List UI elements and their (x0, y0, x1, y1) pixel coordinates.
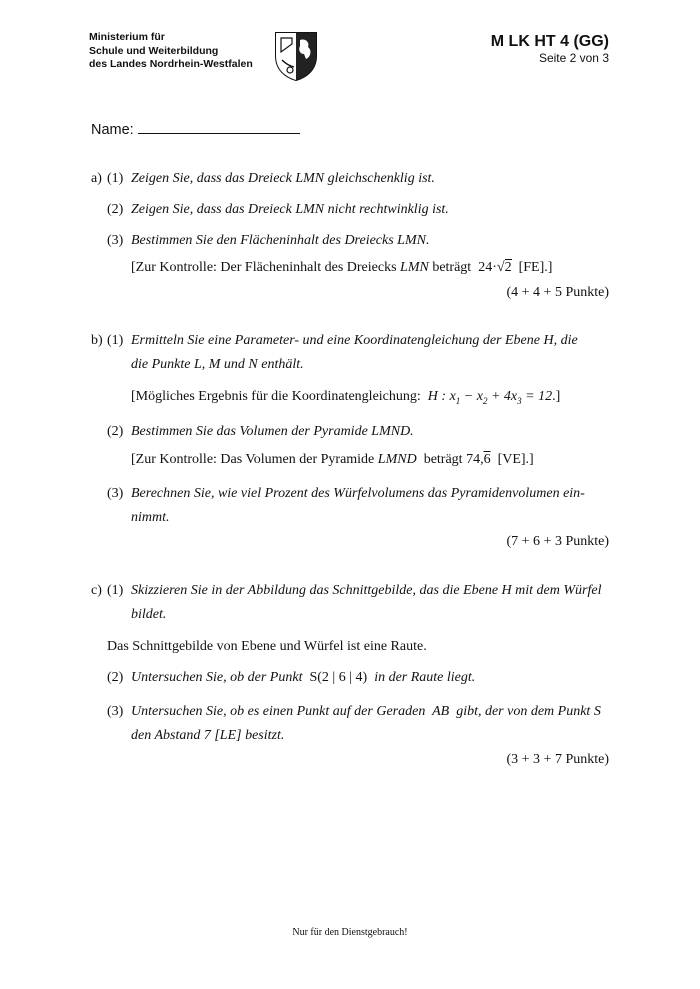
task-c3-line1-post: gibt, der von dem Punkt S (456, 704, 601, 719)
task-a1-text: Zeigen Sie, dass das Dreieck LMN gleichschenklig ist. (131, 171, 435, 186)
task-c1-line1: Skizzieren Sie in der Abbildung das Schnittgebilde, das die Ebene H mit dem Würfel (131, 583, 602, 598)
page-info: Seite 2 von 3 (538, 51, 609, 65)
task-c1-number: (1) (107, 583, 124, 598)
task-a3-number: (3) (107, 233, 124, 248)
name-field (91, 119, 300, 138)
task-b2-control-mid: beträgt (423, 452, 463, 467)
task-c3-line1 (131, 703, 601, 720)
task-b2-number: (2) (107, 424, 124, 439)
task-c2-point: S(2 | 6 | 4) (309, 670, 368, 685)
task-c2-number: (2) (107, 670, 124, 685)
task-b1-number: (1) (107, 333, 124, 348)
task-c1-line2: bildet. (131, 607, 167, 622)
task-b2-control-pre: [Zur Kontrolle: Das Volumen der Pyramide (131, 452, 375, 467)
name-label: Name: (91, 122, 134, 138)
task-b2-control-value (466, 452, 491, 467)
exam-code: M LK HT 4 (GG) (490, 33, 609, 50)
nrw-crest-icon (272, 30, 320, 82)
task-b1-result-pre: [Mögliches Ergebnis für die Koordinatengleichung: (131, 389, 421, 404)
task-b2-control-post: [VE].] (497, 452, 534, 467)
task-a2-text: Zeigen Sie, dass das Dreieck LMN nicht rechtwinklig ist. (131, 202, 449, 217)
task-a3-control-var: LMN (400, 260, 429, 275)
task-a3-control-value-a: 24 (478, 260, 493, 275)
task-b1-line1: Ermitteln Sie eine Parameter- und eine Koordinatengleichung der Ebene H, die (131, 333, 578, 348)
task-a3-control-value-b: 2 (504, 260, 512, 275)
task-b3-line2: nimmt. (131, 510, 170, 525)
exam-header (491, 33, 609, 65)
ministry-line-3: des Landes Nordrhein-Westfalen (89, 58, 253, 70)
task-b2-control-repeating: 6 (483, 452, 491, 467)
task-c3-number: (3) (107, 704, 124, 719)
ministry-line-2: Schule und Weiterbildung (89, 44, 219, 57)
task-b2-control-value-num: 74, (466, 452, 484, 467)
task-c-label: c) (91, 583, 102, 598)
task-b2-text: Bestimmen Sie das Volumen der Pyramide LMND. (131, 424, 414, 439)
task-a3-text: Bestimmen Sie den Flächeninhalt des Dreiecks LMN. (131, 233, 430, 248)
task-b2-control-var: LMND (377, 452, 417, 467)
task-a3-control-post: [FE].] (518, 260, 553, 275)
ministry-name (89, 31, 253, 72)
task-b1-line2: die Punkte L, M und N enthält. (131, 357, 304, 372)
task-b1-result-post: .] (552, 389, 561, 404)
task-a3-control (131, 259, 552, 276)
task-a3-control-mid: beträgt (432, 260, 472, 275)
task-b1-equation: H : $x_1 - x_2 + 4x_3 = 12$ (424, 389, 553, 406)
task-c-statement: Das Schnittgebilde von Ebene und Würfel ist eine Raute. (107, 639, 427, 654)
name-blank-line[interactable] (138, 119, 300, 134)
task-c3-line1-pre: Untersuchen Sie, ob es einen Punkt auf der Geraden (131, 704, 426, 719)
task-b2-control (131, 451, 534, 468)
task-c2-text (131, 669, 475, 686)
task-b3-number: (3) (107, 486, 124, 501)
task-a3-control-pre: [Zur Kontrolle: Der Flächeninhalt des Dreiecks (131, 260, 397, 275)
task-b-points: (7 + 6 + 3 Punkte) (506, 534, 609, 549)
task-c-points: (3 + 3 + 7 Punkte) (506, 752, 609, 767)
task-a2-number: (2) (107, 202, 124, 217)
task-a1-number: (1) (107, 171, 124, 186)
task-c3-line2: den Abstand 7 [LE] besitzt. (131, 728, 285, 743)
task-a-points: (4 + 4 + 5 Punkte) (506, 285, 609, 300)
task-b1-result (131, 388, 560, 410)
task-a-label: a) (91, 171, 102, 186)
footer-note: Nur für den Dienstgebrauch! (292, 927, 408, 938)
task-c2-pre: Untersuchen Sie, ob der Punkt (131, 670, 303, 685)
task-a3-control-value: 24·√2 (478, 260, 512, 275)
task-b-label: b) (91, 333, 103, 348)
task-c2-post: in der Raute liegt. (374, 670, 476, 685)
sqrt-icon: √ (496, 260, 505, 275)
task-c3-line1-var: AB (432, 704, 450, 719)
task-b3-line1: Berechnen Sie, wie viel Prozent des Würfelvolumens das Pyramidenvolumen ein- (131, 486, 585, 501)
ministry-line-1: Ministerium für (89, 31, 165, 43)
